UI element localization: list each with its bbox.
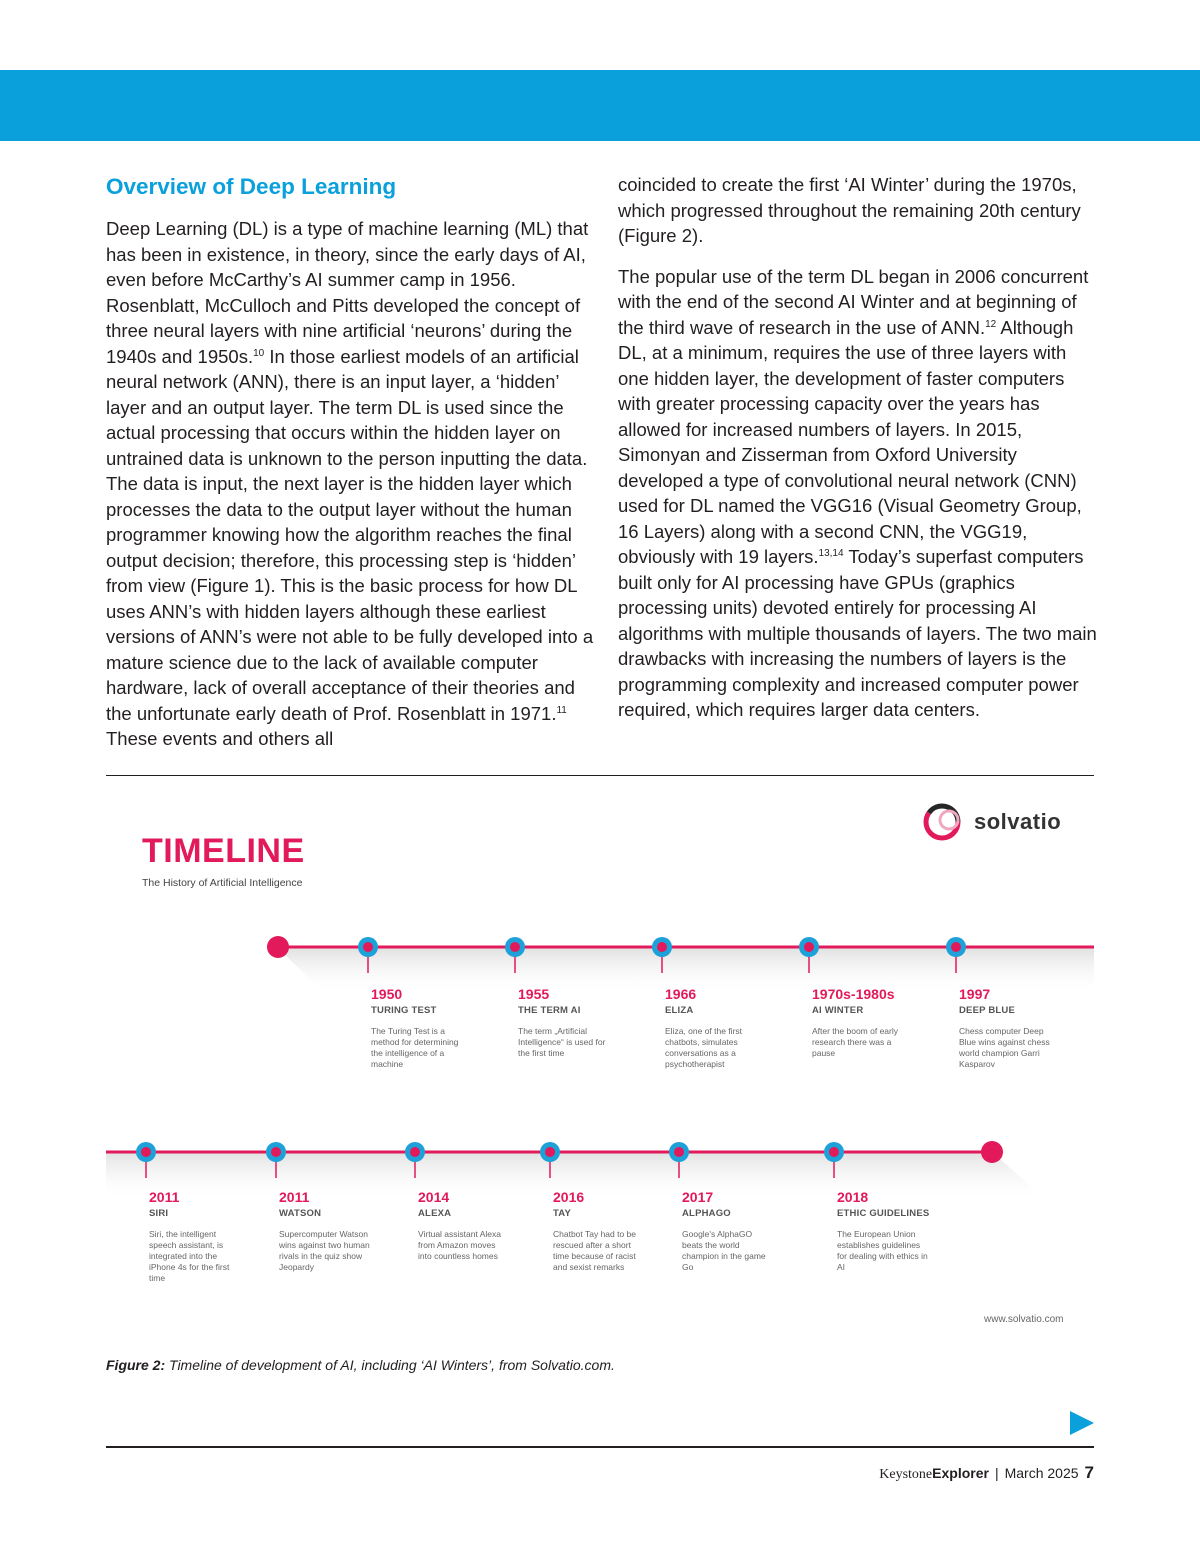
source-url[interactable]: www.solvatio.com: [984, 1314, 1064, 1325]
timeline-title: TIMELINE: [142, 832, 305, 870]
event-year: 2014: [418, 1189, 450, 1205]
solvatio-logo-icon: [918, 800, 970, 844]
event-year: 2018: [837, 1189, 869, 1205]
timeline-node-center: [951, 942, 961, 952]
footnote-ref[interactable]: 12: [985, 318, 997, 330]
header-band: [0, 70, 1200, 141]
event-description: Supercomputer Watson wins against two human rivals in the quiz show Jeopardy: [279, 1229, 370, 1272]
right-paragraph-1: coincided to create the first ‘AI Winter’ during the 1970s, which progressed throughout the remaining 20th century (Figure 2).: [618, 174, 1081, 246]
event-year: 1966: [665, 986, 697, 1002]
timeline-event: [682, 1188, 817, 1273]
event-description: Virtual assistant Alexa from Amazon moves into countless homes: [418, 1229, 501, 1261]
right-paragraph-2: The popular use of the term DL began in 2006 concurrent with the end of the second AI Winter and at beginning of the third wave of research in the use of ANN.$^{12}$ Although DL, at a minimum, requires the use of three layers with one hidden layer, the development of faster computers with greater processing capacity over the years has allowed for increased numbers of layers. In 2015, Simonyan and Zisserman from Oxford University developed a type of convolutional neural network (CNN) used for DL named the VGG16 (Visual Geometry Group, 16 Layers) along with a second CNN, the VGG19, obviously with 19 layers.$^{13,14}$ Today’s superfast computers built only for AI processing have GPUs (graphics processing units) devoted entirely for processing AI algorithms with multiple thousands of layers. The two main drawbacks with increasing the numbers of layers is the programming complexity and increased computer power required, which requires larger data centers.: [618, 265, 1097, 720]
event-description: After the boom of early research there was a pause: [812, 1026, 898, 1058]
event-year: 1970s-1980s: [812, 986, 895, 1002]
footer-brand-keystone: Keystone: [879, 1467, 933, 1482]
timeline-node-center: [410, 1147, 420, 1157]
event-name: TURING TEST: [371, 1005, 437, 1016]
timeline-event: [812, 985, 947, 1059]
event-year: 2017: [682, 1189, 714, 1205]
timeline-event: [149, 1188, 284, 1284]
timeline-event: [418, 1188, 553, 1262]
timeline-end-dot: [981, 1141, 1003, 1163]
footer-date: March 2025: [1004, 1465, 1079, 1481]
timeline-node-center: [271, 1147, 281, 1157]
timeline-node-center: [829, 1147, 839, 1157]
event-description: The term „Artificial Intelligence“ is used for the first time: [518, 1026, 606, 1058]
timeline-node-center: [545, 1147, 555, 1157]
event-name: DEEP BLUE: [959, 1005, 1015, 1016]
right-column: [618, 172, 1098, 738]
event-description: Google's AlphaGO beats the world champion in the game Go: [682, 1229, 766, 1272]
event-year: 1955: [518, 986, 550, 1002]
event-description: Chatbot Tay had to be rescued after a short time because of racist and sexist remarks: [553, 1229, 637, 1272]
timeline-event: [518, 985, 653, 1059]
figure-caption: [106, 1357, 615, 1373]
caption-label: Figure 2:: [106, 1357, 166, 1373]
timeline-node-center: [674, 1147, 684, 1157]
left-paragraph: Deep Learning (DL) is a type of machine learning (ML) that has been in existence, in theory, since the early days of AI, even before McCarthy’s AI summer camp in 1956. Rosenblatt, McCulloch and Pitts developed the concept of three neural layers with nine artificial ‘neurons’ during the 1940s and 1950s.$^{10}$ In those earliest models of an artificial neural network (ANN), there is an input layer, a ‘hidden’ layer and an output layer. The term DL is used since the actual processing that occurs within the hidden layer on untrained data is unknown to the person inputting the data. The data is input, the next layer is the hidden layer which processes the data to the output layer without the human programmer knowing how the algorithm reaches the final output decision; therefore, this processing step is ‘hidden’ from view (Figure 1). This is the basic process for how DL uses ANN’s with hidden layers although these earliest versions of ANN’s were not able to be fully developed into a mature science due to the lack of available computer hardware, lack of overall acceptance of their theories and the unfortunate early death of Prof. Rosenblatt in 1971.11 These events and others all: [106, 218, 594, 749]
footer-divider: [106, 1446, 1094, 1448]
event-name: ALEXA: [418, 1208, 452, 1219]
footer-brand-explorer: Explorer: [932, 1465, 989, 1481]
event-name: AI WINTER: [812, 1005, 864, 1016]
timeline-node-center: [141, 1147, 151, 1157]
event-name: ELIZA: [665, 1005, 694, 1016]
timeline-event: [665, 985, 800, 1070]
left-column: [106, 172, 596, 767]
footer-separator: |: [994, 1465, 999, 1481]
timeline-figure: [106, 790, 1094, 1340]
page-number: 7: [1084, 1463, 1094, 1482]
timeline-event: [959, 985, 1094, 1070]
section-divider: [106, 775, 1094, 776]
timeline-start-dot: [267, 936, 289, 958]
solvatio-logo: [918, 800, 1088, 844]
event-description: The Turing Test is a method for determining the intelligence of a machine: [371, 1026, 459, 1069]
timeline-event: [837, 1188, 972, 1273]
event-name: SIRI: [149, 1208, 169, 1219]
next-page-arrow-icon[interactable]: [1070, 1411, 1094, 1435]
timeline-node-center: [363, 942, 373, 952]
timeline-node-center: [804, 942, 814, 952]
event-year: 1950: [371, 986, 403, 1002]
event-name: TAY: [553, 1208, 572, 1219]
section-title: Overview of Deep Learning: [106, 174, 397, 199]
event-description: Siri, the intelligent speech assistant, is integrated into the iPhone 4s for the first time: [149, 1229, 230, 1283]
event-name: ETHIC GUIDELINES: [837, 1208, 930, 1219]
page-footer: [879, 1463, 1094, 1483]
event-year: 2011: [279, 1189, 310, 1205]
timeline-event: [553, 1188, 688, 1273]
event-name: THE TERM AI: [518, 1005, 581, 1016]
timeline-node-center: [657, 942, 667, 952]
timeline-node-center: [510, 942, 520, 952]
event-name: ALPHAGO: [682, 1208, 731, 1219]
event-year: 2016: [553, 1189, 585, 1205]
solvatio-wordmark: solvatio: [974, 809, 1062, 834]
event-description: Chess computer Deep Blue wins against chess world champion Garri Kasparov: [959, 1026, 1050, 1069]
timeline-subtitle: The History of Artificial Intelligence: [142, 877, 303, 889]
footnote-ref[interactable]: 11: [556, 704, 567, 716]
timeline-event: [371, 985, 506, 1070]
timeline-event: [279, 1188, 414, 1273]
event-description: The European Union establishes guidelines for dealing with ethics in AI: [837, 1229, 928, 1272]
event-description: Eliza, one of the first chatbots, simulates conversations as a psychotherapist: [665, 1026, 743, 1069]
footnote-ref[interactable]: 10: [253, 347, 265, 359]
caption-text: Timeline of development of AI, including ‘AI Winters’, from Solvatio.com.: [165, 1357, 615, 1373]
event-year: 2011: [149, 1189, 180, 1205]
event-name: WATSON: [279, 1208, 322, 1219]
event-year: 1997: [959, 986, 991, 1002]
footnote-ref[interactable]: 13,14: [818, 547, 844, 559]
